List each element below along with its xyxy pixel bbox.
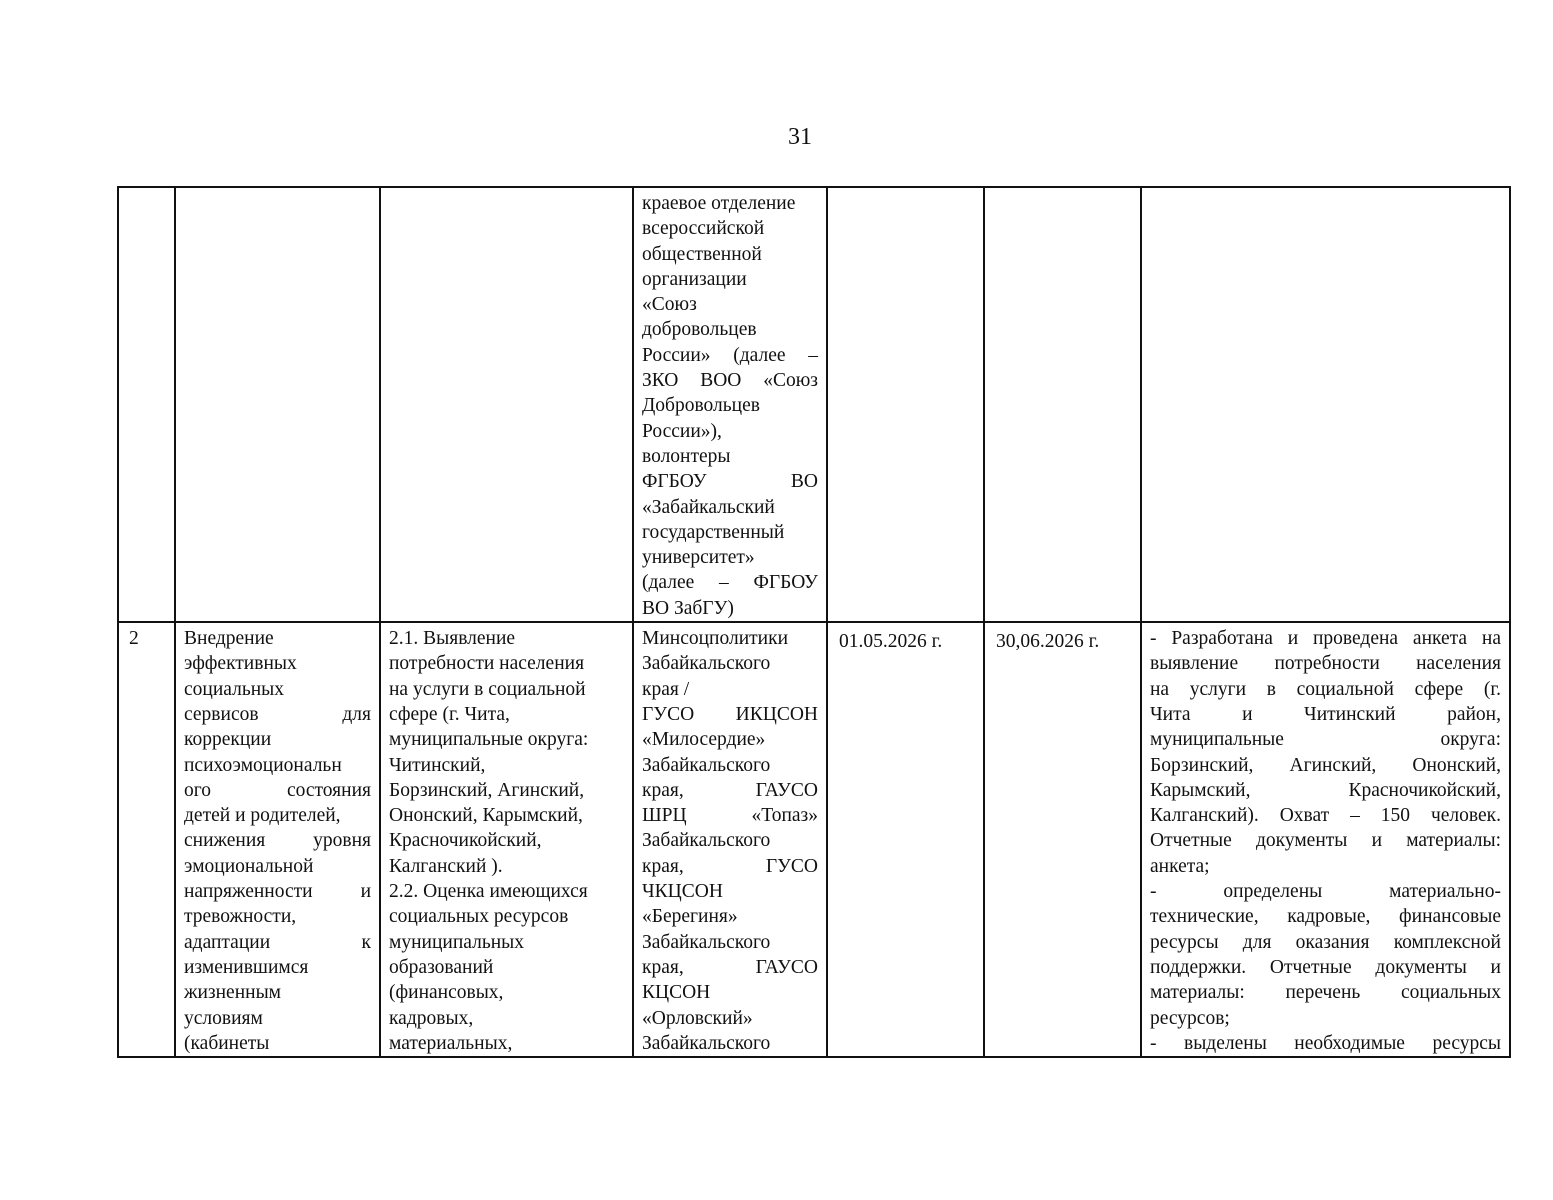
text-line: психоэмоциональн	[184, 754, 342, 776]
text-line: выявление потребности населения	[1150, 653, 1501, 675]
text-line: социальных ресурсов	[389, 906, 569, 928]
plan-table	[117, 186, 1511, 1058]
text-line: Добровольцев	[642, 395, 760, 417]
text-line: сервисов для	[184, 703, 371, 725]
text-line: университет»	[642, 547, 755, 569]
text-line: жизненным	[184, 982, 282, 1004]
text-line: ЧКЦСОН	[642, 881, 723, 903]
text-line: Забайкальского	[642, 931, 771, 953]
text-line: края, ГУСО	[642, 855, 818, 877]
text-line: (финансовых,	[389, 982, 504, 1004]
text-line: на услуги в социальной сфере (г.	[1150, 678, 1501, 700]
cell-results	[1141, 622, 1510, 1057]
text-line: анкета;	[1150, 855, 1210, 877]
text-line: ФГБОУ ВО	[642, 471, 818, 493]
text-line: Забайкальского	[642, 1032, 771, 1054]
text-line: на услуги в социальной	[389, 678, 586, 700]
text-line: ресурсов;	[1150, 1007, 1230, 1029]
text-line: изменившимся	[184, 956, 309, 978]
text-line: ресурсы для оказания комплексной	[1150, 931, 1501, 953]
text-line: Отчетные документы и материалы:	[1150, 830, 1501, 852]
text-line: ГУСО ИКЦСОН	[642, 703, 818, 725]
text-line: Борзинский, Агинский,	[389, 779, 585, 801]
text-line: Чита и Читинский район,	[1150, 703, 1501, 725]
text-line: 2.1. Выявление	[389, 628, 516, 650]
text-line: ЗКО ВОО «Союз	[642, 370, 818, 392]
text-line: потребности населения	[389, 653, 585, 675]
text-line: «Орловский»	[642, 1007, 753, 1029]
text-line: коррекции	[184, 729, 272, 751]
text-line: Борзинский, Агинский, Ононский,	[1150, 754, 1501, 776]
cell-end-date	[984, 187, 1141, 622]
text-line: муниципальные округа:	[1150, 729, 1501, 751]
text-line: материальных,	[389, 1032, 513, 1054]
text-line: Калганский). Охват – 150 человек.	[1150, 805, 1501, 827]
cell-results	[1141, 187, 1510, 622]
text-line: края /	[642, 678, 690, 700]
text-line: «Берегиня»	[642, 906, 738, 928]
text-line: - определены материально-	[1150, 881, 1501, 903]
text-line: (далее – ФГБОУ	[642, 572, 818, 594]
text-line: кадровых,	[389, 1007, 474, 1029]
cell-end-date: 30,06.2026 г.	[984, 622, 1141, 1057]
text-line: ШРЦ «Топаз»	[642, 805, 818, 827]
text-line: материалы: перечень социальных	[1150, 982, 1501, 1004]
cell-event-name	[175, 622, 380, 1057]
text-line: напряженности и	[184, 881, 371, 903]
text-line: снижения уровня	[184, 830, 371, 852]
text-line: Красночикойский,	[389, 830, 542, 852]
text-line: краевое отделение	[642, 193, 796, 214]
cell-start-date: 01.05.2026 г.	[827, 622, 984, 1057]
text-line: Забайкальского	[642, 830, 771, 852]
text-line: Читинский,	[389, 754, 486, 776]
text-line: «Забайкальский	[642, 496, 775, 518]
text-line: образований	[389, 956, 494, 978]
cell-activities	[380, 187, 633, 622]
text-line: Ононский, Карымский,	[389, 805, 583, 827]
cell-number: 2	[118, 622, 175, 1057]
text-line: - выделены необходимые ресурсы	[1150, 1032, 1501, 1054]
text-line: ого состояния	[184, 779, 371, 801]
text-line: «Милосердие»	[642, 729, 766, 751]
text-line: общественной	[642, 243, 762, 265]
text-line: добровольцев	[642, 319, 757, 341]
cell-executors	[633, 187, 827, 622]
text-line: государственный	[642, 521, 785, 543]
text-line: поддержки. Отчетные документы и	[1150, 956, 1501, 978]
text-line: 2.2. Оценка имеющихся	[389, 881, 588, 903]
text-line: России» (далее –	[642, 344, 818, 366]
text-line: социальных	[184, 678, 285, 700]
text-line: края, ГАУСО	[642, 956, 818, 978]
text-line: технические, кадровые, финансовые	[1150, 906, 1501, 928]
text-line: Забайкальского	[642, 653, 771, 675]
cell-executors	[633, 622, 827, 1057]
text-line: Карымский, Красночикойский,	[1150, 779, 1501, 801]
text-line: организации	[642, 268, 747, 290]
cell-number	[118, 187, 175, 622]
cell-start-date	[827, 187, 984, 622]
text-line: сфере (г. Чита,	[389, 703, 510, 725]
cell-event-name	[175, 187, 380, 622]
text-line: «Союз	[642, 294, 697, 316]
text-line: Калганский ).	[389, 855, 503, 877]
text-line: ВО ЗабГУ)	[642, 597, 734, 619]
page-number: 31	[788, 124, 812, 150]
text-line: края, ГАУСО	[642, 779, 818, 801]
text-line: - Разработана и проведена анкета на	[1150, 628, 1501, 650]
text-line: волонтеры	[642, 445, 731, 467]
text-line: муниципальных	[389, 931, 525, 953]
text-line: (кабинеты	[184, 1032, 270, 1054]
text-line: эффективных	[184, 653, 297, 675]
text-line: муниципальные округа:	[389, 729, 589, 751]
table-row	[118, 187, 1510, 622]
text-line: детей и родителей,	[184, 805, 341, 827]
text-line: Минсоцполитики	[642, 628, 789, 650]
text-line: всероссийской	[642, 218, 765, 240]
cell-activities	[380, 622, 633, 1057]
text-line: КЦСОН	[642, 982, 711, 1004]
text-line: условиям	[184, 1007, 263, 1029]
table-row	[118, 622, 1510, 1057]
text-line: Забайкальского	[642, 754, 771, 776]
text-line: Внедрение	[184, 628, 274, 650]
text-line: тревожности,	[184, 906, 297, 928]
text-line: адаптации к	[184, 931, 371, 953]
text-line: эмоциональной	[184, 855, 314, 877]
text-line: России»),	[642, 420, 722, 442]
